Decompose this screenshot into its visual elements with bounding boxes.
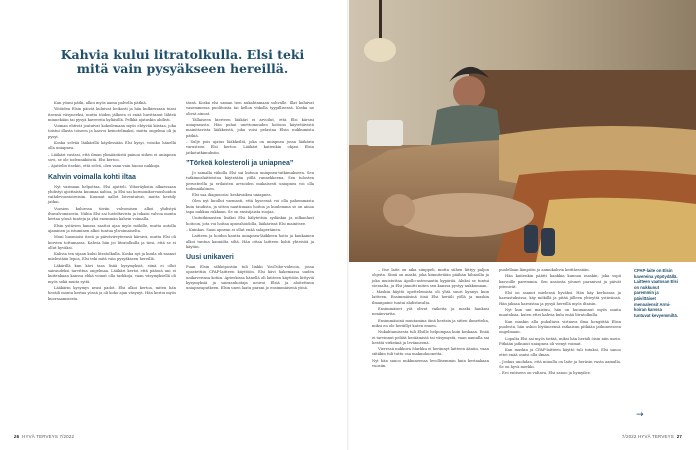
paragraph: Voiman ehtivät joutuivat kokeilemaan myös ehtyvää kiistaa, joka toistui illasta toiseen ja kasvoi keinotelmaksi, mutta ongelma oli ja pysyi. [48,124,176,139]
left-column-1 [48,101,176,303]
continue-arrow-icon: → [636,410,644,420]
paragraph: Läkärillä kun kävi taas lisää kysymyksiä, siinä ei ollut sairaudeksi tarvittua ongelmaa. Lääkäri kertoi että päässä uni ei kuitenkaan kanssa ehkä voinut olla tarkkoja, vaan väsymyksellä oli myös sekä muita syitä. [48,263,176,284]
right-page-number: 27 [676,434,682,439]
paragraph: Unitutkimusten lisäksi Elsi hälytettiin sydänkin ja nilkanluut hoitoon, jota voi hoitaa apneahoidolla, lääkärissä Elsi mainitsee. [186,216,314,226]
paragraph: Laitteen ja hoidon kautta uniapnea-lääkkeen hoito ja kaukainen alkoi tuntua kauniilta siltä. Hän ottaa laitteen kohti yhteisöä ja käytän. [186,234,314,249]
left-folio [14,434,74,439]
left-magazine-name: HYVÄ TERVEYS 7/2022 [22,434,75,439]
photo-caption: CPAP-laite on Elsin kavereina yöpöydällä. Laitteen vaatosan Elsi on nukkunut paremmin ja päivittäiset menoalensit Armi-koiran kanssa tuntuvat kevyemmiltä. [634,268,678,318]
paragraph: Kun yöuni pätki, alkoi myös aamu palvella pätkiä. [54,101,147,105]
paragraph: Kun maskin ja CPAP-laitteen käyttö tuli tutuksi, Elsi sanoo ettei enää osaisi olla ilman. [499,348,621,358]
paragraph: Elsin ystävien kanssa saattoi ajaa myös mökille, mutta autolla ajaminen ja istuminen alkoi tuntua ylivoimaiselta. [48,223,176,233]
paragraph: Nyt kun uni maistuu, hän on huomannut myös muita muutoksia, kuten ettei kahvia kulu enää litratolkulla. [499,308,621,318]
right-folio [622,434,682,439]
paragraph: – Ajattelin itsekin, että selvä, olen vaan vain huono nukkuja. [48,164,161,169]
paragraph: – Joskus unohdan, että minulla on laite ja heräsin vasta aamulla. Se on hyvä merkki. [499,359,621,370]
paragraph: Vieressä nukkuva Markku ei herännyt laitteen ääniin, vaan siitäkin tuli tuttu osa makuuhuonetta. [372,347,489,357]
paragraph: – Ero entiseen on valtava, Elsi sanoo ja hymyilee. [499,371,592,376]
paragraph: Nyt varmaan helpottaa, Elsi ajatteli. Yöheräyksiin alkaessaan yhdistyi ajoittaista kuumaa aaltoa, ja Elsi sai hormonikorvaushoidon vaihdevuosioireisiin. Kuumat aallot loiventuivat, mutta heräily jatkui. [48,184,176,205]
paragraph: Kun maskin alla puhaltava virtaava ilma hengittää Elsin puolesta, hän uskoo löytäneensä ratkaisun pitkään jatkuneeseen ongelmaan. [499,319,621,335]
paragraph: Elsi saa diagnoosin: keskivaikea uniapnea. [192,193,272,198]
paragraph: Nukahtamisesta tuli Elsille helpompaa kuin koskaan. Enää ei tarvinnut pelätä heräämistä tai väsymystä, vaan aamulla sai herätä virkeänä ja levänneenä. [372,330,490,345]
paragraph: Yötöiden Elsin päivät kuluivat heikosti ja hän kulkiessaan tunsi itsensä väsyneeksi, mutta töiden jälkeen ei enää huvittanut lähteä minnekään tai pysyä kavereita kyläisillä. Pelkkä ajatuskin ahdisti. [48,107,176,122]
headline: Kahvia kului litratolkulla. Elsi teki mitä vain pysyäkseen hereillä. [60,47,305,76]
subheading: Kahvin voimalla kohti iltaa [48,173,136,181]
paragraph: Nyt hän sanoo nukkuneensa levollisemmin kuin kertaakaan vuosiin. [372,358,489,369]
left-column-2 [186,101,314,293]
right-magazine-name: 7/2022 HYVÄ TERVEYS [621,434,674,439]
paragraph: Ensimmäiset yöt olivat vaikeita ja maski hankasi nenänvartta. [372,307,489,317]
paragraph: Jo samalla viikolla Elsi sai kutsun uniapnea-tutkimukseen. Sen tutkimuslaitteistoa käytetään yöllä rannekkeena. Sen tulosten perusteella ja erilaisten arvioiden mukaisesti uniapnea voi olla todennäköinen. [186,170,314,191]
paragraph: Elsi on saanut mielensä hyväksi. Hän käy kerhoissa ja harrastuksissa, käy mökillä ja pitää jälleen yhteyttä ystäviinsä. Hän jaksaa harrastaa ja pysyä hereillä myös iltaisin. [499,291,621,306]
photo-illustration [349,0,696,262]
paragraph: – Kuinkas. Saan apnean ei ollut enää salaperäinen. [186,227,282,232]
paragraph: Lääkärin kysymys avasi padot. Elsi alkoi kertoa, miten hän heräili monta kertaa yössä ja oli koko ajan väsynyt. Hän kertoi myös kuorsaamisesta. [48,285,176,301]
paragraph: Kahvia ten sijaan kului litratolkulla. Koska nyt ja kuula oli saanut mielestään lepoa, Elsi teki mitä vain pysyäkseen hereillä. [48,252,176,262]
paragraph: Ensimmäisinä muutamina öinä heräsin ja sitten ihmettelin, miksi en ole heräillyt kuten ennen. [372,318,489,328]
paragraph: Hän kuitenkin päätti hankkia kunnon maskin, joka sopii kasvoille paremmin. Sen ansiosta yöunet paranivat ja päivät pitenivät. [499,274,621,289]
paragraph: Moni huomioisi itseä ja päivävireyteensä kärsivä, mutta Elsi oli korvien tottumassa. Kahvia hän joi litratolkulla ja tiesi, että se ei ollut hyväksi. [48,235,176,250]
paragraph: Lopulta Elsi sai myös tietää, miksi hän heräili öisin niin usein. Pitkään jatkunut uniapnea oli vienyt voimat. [499,336,621,346]
paragraph: – Lääkäri vastasi, että ilman ylimääräistä painoa siihen ei uniapnea sovi, se ole todennäköistä. Elsi kertoo. [48,152,176,162]
paragraph: Olen nyt kuullut varmasti, että kyseessä voi olla pahemmasta kuin taudista, ja sitten nauttimaan hoitoa ja kuulemma se on ainoa tapa nukkua rakkaan. Se on ensisijaista suojaa. [186,199,314,215]
paragraph: – Sulje pois ajatus lääkkeiltä, joka on uniapnea jossa lääkärin varusteen Elsi kertoo. Lääkäri kuitenkin ohjasi Elsin jatkotutkimuksiin. [186,140,314,155]
right-column-2 [499,268,621,378]
paragraph: tässä. Koska elsi saman tien nukahtamaan sohvalle. Illat kuluivat vasemmessa puolitoista tai kellon viikolla tyypillisessä. Koska ne olivat ainoat. [186,101,314,116]
paragraph: Vuosien kuluessa tiiviin valvomisen alkoi yhdistyä iltavalvomisesta. Nähin Elsi sai lueteltavista ja tokaisi valvoa monta kertaa yössä tunteja ja yhä enemmän kahvin voimalla. [48,206,176,222]
photo-woman-on-bed-with-dog [349,0,696,262]
subheading: Uusi unikaveri [186,254,234,262]
paragraph: – Maskin käyttö opettelemista oli yhtä suuri kynnys kuin laitteen. Ensimmäisinä öinä Elsi heräili yöllä ja maskin ilmanpaine tuntui ahdistavalta. [372,290,489,305]
subheading: ”Törkeä kolesteroli ja uniapnea” [186,159,294,167]
paragraph: – Itse laite on aika simppeli, mutta siihen liittyy paljon ohjeita. Siinä on maski, joka kiinnitetään päähän hihnoilla ja joka muistuttaa Apollo-astronautin kypärää. Aluksi se tuntui vieraalta, ja Elsi jännitti miten sen kanssa pystyy nukkumaan. [372,268,489,288]
paragraph: Tällaiseen kierteen lääkäri ei arvoilut, että Elsi kärsisi uniapneasta. Hän puhui unettomuuden hoitoon käytettävistä mainittavista lääkkeistä, joka voisi pelastaa Elsin nukkumista pätkiä. [186,117,314,138]
paragraph: puolellaan lämpöön jo aamukahvia keittäessään. [499,268,590,272]
paragraph: Koska selvää lääkärillä käydessään Elsi kysyi, voisiko hänellä olla uniapnea. [48,141,176,151]
right-column-1 [372,268,489,370]
paragraph: Puan Elsin sähköpostiin tuli linkki YouTube-videoon, jossa opastettiin CPAP-laitteen käyttöön. Elsi kävi hakemassa uuden unikaverinsa kotiin. Apteekissa hänellä oli laitteen käyttöön liittyviä kysymyksiä ja sairaanhoitaja neuvoi Elsiä ja aloitettuun uniapneaputkeen. Elsin unen laatu parani jo ensimmäisenä yönä. [186,265,314,291]
left-page-number: 26 [14,434,20,439]
